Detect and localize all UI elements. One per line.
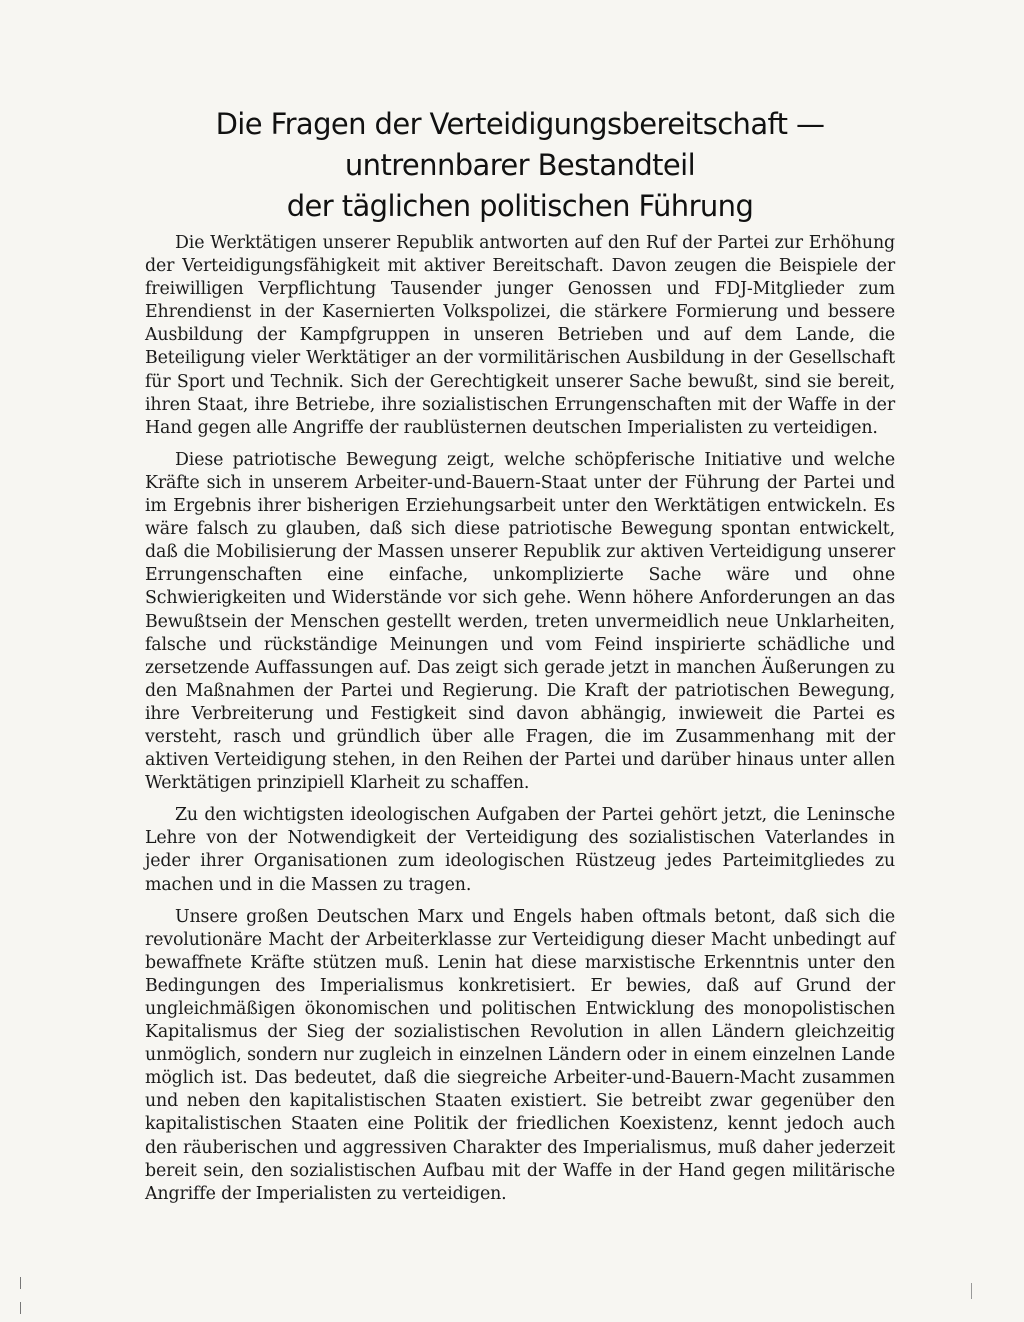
- paragraph-1: Die Werktätigen unserer Republik antworten auf den Ruf der Partei zur Erhöhung der Verteidigungsfähigkeit mit aktiver Bereitschaft. Davon zeugen die Beispiele der freiwilligen Verpflichtung Tausender junger Genossen und FDJ-Mitglieder zum Ehrendienst in der Kasernierten Volkspolizei, die stärkere Formierung und bessere Ausbildung der Kampfgruppen in unseren Betrieben und auf dem Lande, die Beteiligung vieler Werktätiger an der vormilitärischen Ausbildung in der Gesellschaft für Sport und Technik. Sich der Gerechtigkeit unserer Sache bewußt, sind sie bereit, ihren Staat, ihre Betriebe, ihre sozialistischen Errungenschaften mit der Waffe in der Hand gegen alle Angriffe der raublüsternen deutschen Imperialisten zu verteidigen.: [145, 233, 895, 438]
- article-body: [145, 232, 895, 1206]
- article-title: [140, 104, 900, 227]
- scan-margin-mark: [20, 1277, 21, 1289]
- paragraph-2: Diese patriotische Bewegung zeigt, welche schöpferische Initiative und welche Kräfte sich in unserem Arbeiter-und-Bauern-Staat unter der Führung der Partei und im Ergebnis ihrer bisherigen Erziehungsarbeit unter den Werktätigen entwickeln. Es wäre falsch zu glauben, daß sich diese patriotische Bewegung spontan entwickelt, daß die Mobilisierung der Massen unserer Republik zur aktiven Verteidigung unserer Errungenschaften eine einfache, unkomplizierte Sache wäre und ohne Schwierigkeiten und Widerstände vor sich gehe. Wenn höhere Anforderungen an das Bewußtsein der Menschen gestellt werden, treten unvermeidlich neue Unklarheiten, falsche und rückständige Meinungen und vom Feind inspirierte schädliche und zersetzende Auffassungen auf. Das zeigt sich gerade jetzt in manchen Äußerungen zu den Maßnahmen der Partei und Regierung. Die Kraft der patriotischen Bewegung, ihre Verbreiterung und Festigkeit sind davon abhängig, inwieweit die Partei es versteht, rasch und gründlich über alle Fragen, die im Zusammenhang mit der aktiven Verteidigung stehen, in den Reihen der Partei und darüber hinaus unter allen Werktätigen prinzipiell Klarheit zu schaffen.: [145, 449, 895, 794]
- scan-margin-mark: [971, 1283, 972, 1299]
- scan-margin-mark: [20, 1302, 21, 1314]
- title-line-1: Die Fragen der Verteidigungsbereitschaft —: [215, 107, 825, 141]
- title-line-3: der täglichen politischen Führung: [286, 189, 754, 223]
- title-line-2: untrennbarer Bestandteil: [344, 148, 696, 182]
- paragraph-4: Unsere großen Deutschen Marx und Engels haben oftmals betont, daß sich die revolutionäre Macht der Arbeiterklasse zur Verteidigung dieser Macht unbedingt auf bewaffnete Kräfte stützen muß. Lenin hat diese marxistische Erkenntnis unter den Bedingungen des Imperialismus konkretisiert. Er bewies, daß auf Grund der ungleichmäßigen ökonomischen und politischen Entwicklung des monopolistischen Kapitalismus der Sieg der sozialistischen Revolution in allen Ländern gleichzeitig unmöglich, sondern nur zugleich in einzelnen Ländern oder in einem einzelnen Lande möglich ist. Das bedeutet, daß die siegreiche Arbeiter-und-Bauern-Macht zusammen und neben den kapitalistischen Staaten existiert. Sie betreibt zwar gegenüber den kapitalistischen Staaten eine Politik der friedlichen Koexistenz, kennt jedoch auch den räuberischen und aggressiven Charakter des Imperialismus, muß daher jederzeit bereit sein, den sozialistischen Aufbau mit der Waffe in der Hand gegen militärische Angriffe der Imperialisten zu verteidigen.: [145, 906, 895, 1204]
- paragraph-3: Zu den wichtigsten ideologischen Aufgaben der Partei gehört jetzt, die Leninsche Lehre von der Notwendigkeit der Verteidigung des sozialistischen Vaterlandes in jeder ihrer Organisationen zum ideologischen Rüstzeug jedes Parteimitgliedes zu machen und in die Massen zu tragen.: [145, 805, 895, 895]
